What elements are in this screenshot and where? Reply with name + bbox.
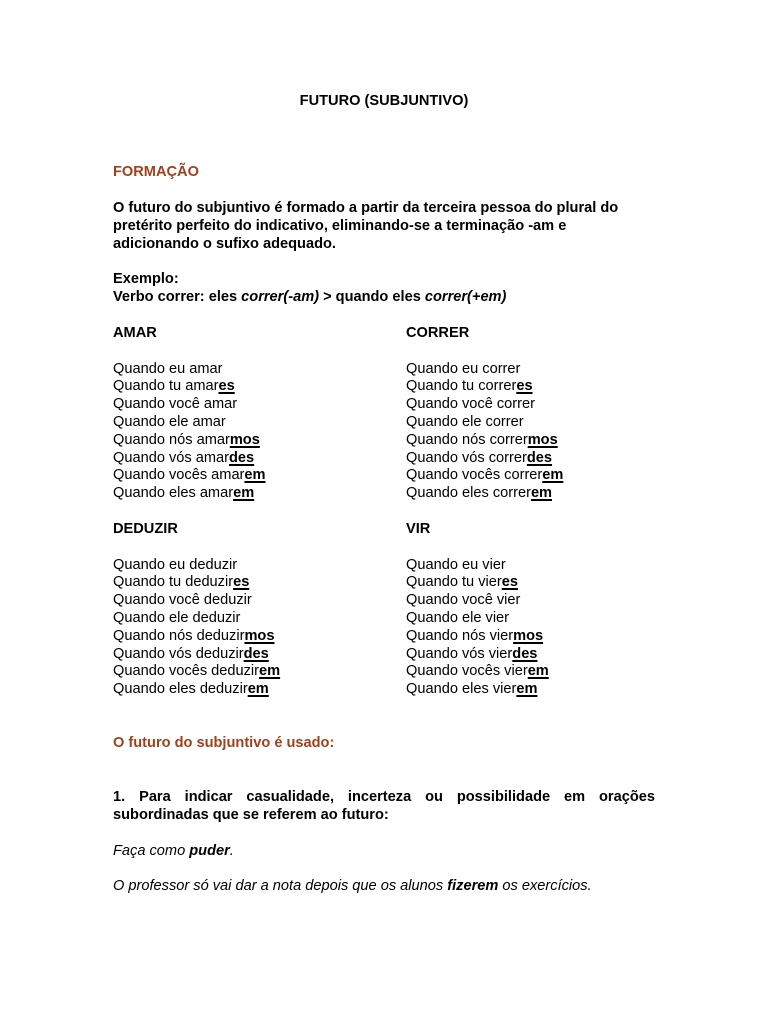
conjugation-stem: Quando você amar — [113, 396, 238, 413]
sentence-text: . — [229, 843, 234, 859]
conjugation-row — [406, 378, 686, 396]
conjugation-row — [113, 396, 393, 414]
conjugation-stem: Quando eles deduzir — [113, 681, 248, 698]
example-sentence-1 — [113, 843, 234, 861]
conjugation-stem: Quando tu deduzir — [113, 574, 234, 591]
conjugation-suffix: em — [516, 681, 538, 698]
conjugation-suffix: des — [243, 645, 269, 662]
conjugation-stem: Quando eu vier — [406, 556, 506, 573]
conjugation-suffix: es — [501, 574, 518, 591]
conjugation-stem: Quando eu deduzir — [113, 556, 238, 573]
conjugation-row — [406, 681, 686, 699]
conjugation-suffix: em — [259, 663, 281, 680]
conjugation-stem: Quando vocês deduzir — [113, 663, 260, 680]
conjugation-row — [406, 610, 686, 628]
conjugation-suffix: em — [527, 663, 549, 680]
conjugation-stem: Quando vocês amar — [113, 467, 245, 484]
example-middle: > quando eles — [319, 288, 425, 305]
sentence-text: Faça como — [113, 843, 190, 859]
verb-table-correr — [406, 325, 686, 503]
conjugation-row — [406, 557, 686, 575]
conjugation-suffix: em — [542, 467, 564, 484]
conjugation-stem: Quando nós vier — [406, 627, 514, 644]
conjugation-row — [113, 610, 393, 628]
example-line — [113, 289, 506, 307]
uso-heading: O futuro do subjuntivo é usado: — [113, 735, 335, 751]
sentence-verb: fizerem — [447, 878, 499, 894]
conjugation-stem: Quando vós correr — [406, 449, 527, 466]
conjugation-row — [113, 574, 393, 592]
conjugation-suffix: em — [233, 485, 255, 502]
verb-table-deduzir — [113, 521, 393, 699]
conjugation-row — [113, 414, 393, 432]
conjugation-row — [406, 663, 686, 681]
conjugation-stem: Quando você deduzir — [113, 592, 252, 609]
conjugation-stem: Quando nós correr — [406, 431, 528, 448]
conjugation-stem: Quando ele amar — [113, 413, 226, 430]
conjugation-row — [406, 574, 686, 592]
sentence-verb: puder — [189, 843, 230, 859]
conjugation-row — [113, 450, 393, 468]
example-sentence-2 — [113, 878, 592, 896]
sentence-text: O professor só vai dar a nota depois que os alunos — [113, 878, 448, 894]
conjugation-row — [406, 432, 686, 450]
conjugation-row — [406, 450, 686, 468]
conjugation-stem: Quando ele deduzir — [113, 609, 241, 626]
conjugation-suffix: es — [218, 378, 235, 395]
conjugation-stem: Quando ele vier — [406, 609, 510, 626]
verb-name: DEDUZIR — [113, 521, 178, 537]
conjugation-stem: Quando você vier — [406, 592, 521, 609]
conjugation-row — [406, 396, 686, 414]
conjugation-stem: Quando eu amar — [113, 360, 223, 377]
conjugation-row — [406, 361, 686, 379]
conjugation-stem: Quando eles amar — [113, 485, 234, 502]
conjugation-row — [113, 485, 393, 503]
conjugation-row — [113, 592, 393, 610]
conjugation-suffix: des — [526, 449, 553, 466]
conjugation-stem: Quando tu correr — [406, 378, 517, 395]
verb-table-vir — [406, 521, 686, 699]
verb-name: CORRER — [406, 325, 470, 341]
conjugation-row — [406, 467, 686, 485]
verb-table-amar — [113, 325, 393, 503]
conjugation-row — [406, 414, 686, 432]
conjugation-suffix: mos — [527, 431, 558, 448]
conjugation-row — [406, 646, 686, 664]
verb-name: AMAR — [113, 325, 157, 341]
page-title: FUTURO (SUBJUNTIVO) — [299, 93, 469, 109]
example-form-2: correr(+em) — [424, 288, 507, 305]
conjugation-suffix: es — [233, 574, 250, 591]
uso-point-1: 1. Para indicar casualidade, incerteza ou possibilidade em orações subordinadas que se referem ao futuro: — [113, 789, 655, 823]
conjugation-row — [113, 681, 393, 699]
formacao-paragraph: O futuro do subjuntivo é formado a partir da terceira pessoa do plural do pretérito perfeito do indicativo, eliminando-se a terminação -am e adicionando o sufixo adequado. — [113, 200, 619, 252]
conjugation-stem: Quando eles vier — [406, 681, 517, 698]
conjugation-stem: Quando nós deduzir — [113, 627, 245, 644]
conjugation-stem: Quando vocês vier — [406, 663, 528, 680]
conjugation-row — [113, 378, 393, 396]
conjugation-suffix: em — [530, 485, 553, 502]
conjugation-stem: Quando nós amar — [113, 431, 230, 448]
conjugation-suffix: em — [247, 681, 269, 698]
conjugation-suffix: des — [229, 449, 255, 466]
conjugation-suffix: em — [244, 467, 266, 484]
conjugation-row — [113, 663, 393, 681]
conjugation-row — [113, 361, 393, 379]
conjugation-stem: Quando eu correr — [406, 360, 521, 377]
conjugation-row — [113, 467, 393, 485]
example-form-1: correr(-am) — [241, 288, 320, 305]
conjugation-stem: Quando eles correr — [406, 485, 531, 502]
example-label: Exemplo: — [113, 271, 179, 287]
example-prefix: Verbo correr: eles — [113, 288, 242, 305]
conjugation-suffix: mos — [244, 627, 275, 644]
conjugation-row — [406, 485, 686, 503]
conjugation-suffix: es — [516, 378, 533, 395]
conjugation-stem: Quando vós amar — [113, 449, 230, 466]
conjugation-row — [113, 646, 393, 664]
conjugation-stem: Quando ele correr — [406, 413, 524, 430]
conjugation-suffix: mos — [513, 627, 544, 644]
conjugation-row — [113, 557, 393, 575]
conjugation-stem: Quando tu vier — [406, 574, 502, 591]
conjugation-row — [406, 592, 686, 610]
formacao-heading: FORMAÇÃO — [113, 164, 199, 180]
conjugation-stem: Quando vocês correr — [406, 467, 543, 484]
conjugation-suffix: des — [512, 645, 538, 662]
sentence-text: os exercícios. — [498, 878, 592, 894]
conjugation-stem: Quando vós vier — [406, 645, 513, 662]
conjugation-row — [113, 628, 393, 646]
verb-name: VIR — [406, 521, 431, 537]
conjugation-stem: Quando vós deduzir — [113, 645, 244, 662]
example-block — [113, 271, 506, 307]
conjugation-stem: Quando tu amar — [113, 378, 219, 395]
conjugation-stem: Quando você correr — [406, 396, 535, 413]
conjugation-row — [113, 432, 393, 450]
conjugation-suffix: mos — [229, 431, 260, 448]
conjugation-row — [406, 628, 686, 646]
